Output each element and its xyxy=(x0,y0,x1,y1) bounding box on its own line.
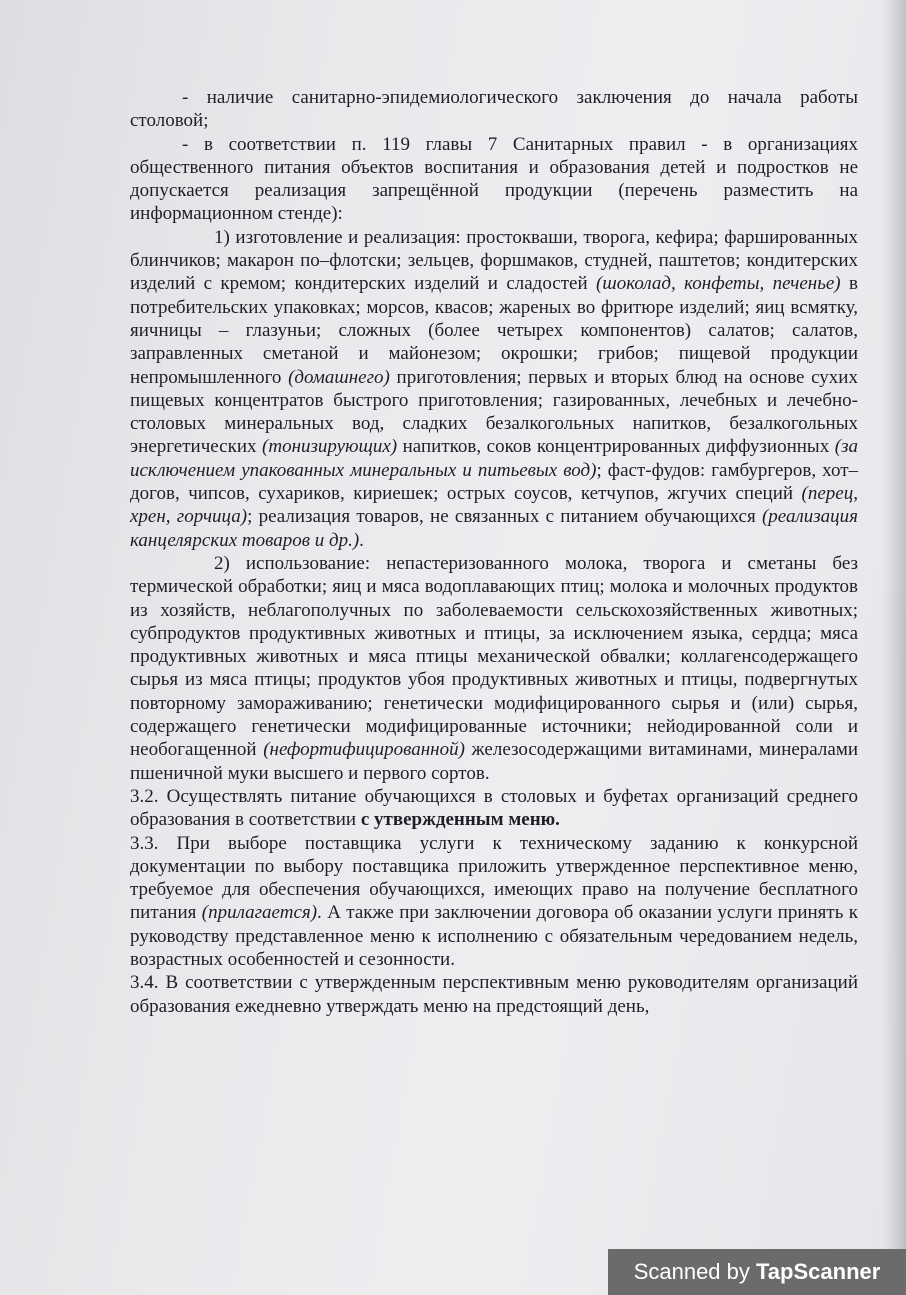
watermark-brand: TapScanner xyxy=(756,1259,881,1284)
watermark-prefix: Scanned by xyxy=(633,1259,756,1284)
section-3-4: 3.4. В соответствии с утвержденным перспективным меню руководителям организаций образования ежедневно утверждать меню на предстоящий день, xyxy=(130,972,858,1017)
item1-text-6: ; реализация товаров, не связанных с питанием обучающихся xyxy=(247,506,762,528)
sec32-bold: с утвержденным меню. xyxy=(360,809,560,831)
document-body xyxy=(130,86,858,1018)
section-3-2 xyxy=(130,785,858,832)
sec32-text: 3.2. Осуществлять питание обучающихся в столовых и буфетах организаций среднего образования в соответствии xyxy=(130,785,858,831)
item1-italic-3: (тонизирующих) xyxy=(262,436,398,458)
item1-text-4: напитков, соков концентрированных диффузионных xyxy=(397,436,835,458)
item1-italic-4: (за исключением упакованных минеральных и питьевых вод) xyxy=(130,436,858,481)
item1-italic-5: (перец, хрен, горчица) xyxy=(130,483,858,528)
item2-italic-1: (нефортифицированной) xyxy=(263,739,465,761)
page-edge-shadow xyxy=(882,0,906,1295)
sec33-text-2: . А также при заключении договора об оказании услуги принять к руководству представленное меню к исполнению с обязательным чередованием недель, возрастных особенностей и сезонности. xyxy=(130,902,858,970)
section-3-3 xyxy=(130,832,858,972)
item1-text-7: . xyxy=(359,529,364,551)
sec33-italic: (прилагается) xyxy=(201,902,318,924)
item2-text-2: железосодержащими витаминами, минералами пшеничной муки высшего и первого сортов. xyxy=(130,739,859,784)
bullet-prohibited-products: - в соответствии п. 119 главы 7 Санитарных правил - в организациях общественного питания объектов воспитания и образования детей и подростков не допускается реализация запрещённой продукции (перечень разместить на информационном стенде): xyxy=(130,133,858,225)
item1-italic-6: (реализация канцелярских товаров и др.) xyxy=(130,506,859,551)
item-usage xyxy=(130,552,858,785)
item1-text-1: 1) изготовление и реализация: простокваши, творога, кефира; фаршированных блинчиков; макарон по–флотски; зельцев, форшмаков, студней, паштетов; кондитерских изделий с кремом; кондитерских изделий и сладостей xyxy=(130,226,858,295)
item1-italic-2: (домашнего) xyxy=(288,366,390,388)
item-manufacture-and-sale xyxy=(130,226,858,552)
sec33-text-1: 3.3. При выборе поставщика услуги к техническому заданию к конкурсной документации по выбору поставщика приложить утвержденное перспективное меню, требуемое для обеспечения обучающихся, имеющих право на получение бесплатного питания xyxy=(130,832,858,924)
item1-text-5: ; фаст-фудов: гамбургеров, хот–догов, чипсов, сухариков, кириешек; острых соусов, кетчупов, жгучих специй xyxy=(130,459,858,505)
item2-text-1: 2) использование: непастеризованного молока, творога и сметаны без термической обработки; яиц и мяса водоплавающих птиц; молока и молочных продуктов из хозяйств, неблагополучных по заболеваемости сельскохозяйственных животных; субпродуктов продуктивных животных и птицы, за исключением языка, сердца; мяса продуктивных животных и мяса птицы механической обвалки; коллагенсодержащего сырья из мяса птицы; продуктов убоя продуктивных животных и птицы, подвергнутых повторному замораживанию; генетически модифицированного сырья и (или) сырья, содержащего генетически модифицированные источники; нейодированной соли и необогащенной xyxy=(130,552,858,761)
item1-text-2: в потребительских упаковках; морсов, квасов; жареных во фритюре изделий; яиц всмятку, яичницы – глазуньи; сложных (более четырех компонентов) салатов; салатов, заправленных сметаной и майонезом; окрошки; грибов; пищевой продукции непромышленного xyxy=(130,273,858,388)
tapscanner-watermark xyxy=(608,1249,906,1295)
item1-italic-1: (шоколад, конфеты, печенье) xyxy=(596,273,841,295)
item1-text-3: приготовления; первых и вторых блюд на основе сухих пищевых концентратов быстрого приготовления; газированных, лечебных и лечебно-столовых минеральных вод, сладких безалкогольных напитков, безалкогольных энергетических xyxy=(130,366,858,458)
bullet-sanitary-conclusion: - наличие санитарно-эпидемиологического заключения до начала работы столовой; xyxy=(130,87,858,132)
